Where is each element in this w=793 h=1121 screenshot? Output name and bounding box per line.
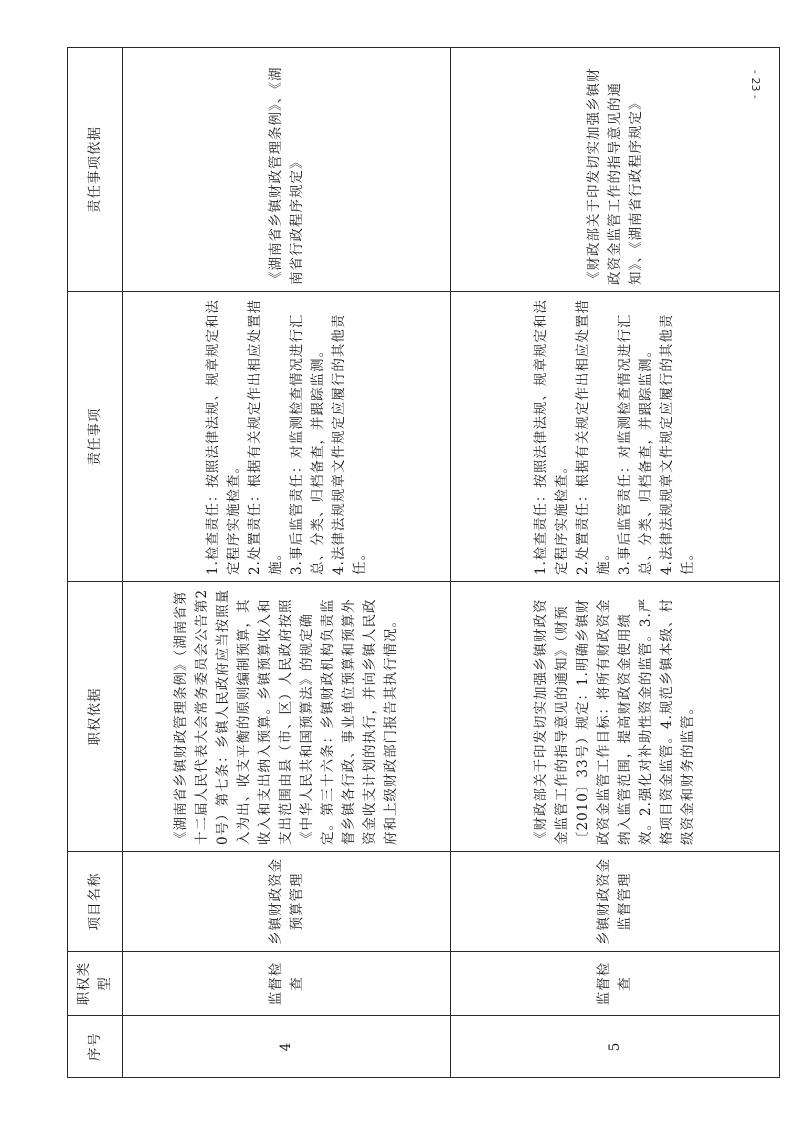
cell-duty: 1.检查责任：按照法律法规、规章规定和法定程序实施检查。 2.处置责任：根据有关规定作出相应处置措施。 3.事后监管责任：对监测检查情况进行汇总、分类、归档备查，并跟踪监测。 4.法律法规规章文件规定应履行的其他责任。 [451,292,780,582]
page-number-text: - 23 - [749,70,762,99]
cell-seq: 4 [123,1016,451,1078]
cell-type: 监督检查 [451,952,780,1016]
cell-basis: 《湖南省乡镇财政管理条例》（湖南省第十二届人民代表大会常务委员会公告第20号）第七条：乡镇人民政府应当按照量入为出、收支平衡的原则编制预算，其收入和支出纳入预算。乡镇预算收入和支出范围由县（市、区）人民政府按照《中华人民共和国预算法》的规定确定。第三十六条：乡镇财政机构负责监督乡镇各行政、事业单位预算和预算外资金收支计划的执行，并向乡镇人民政府和上级财政部门报告其执行情况。 [123,582,451,852]
cell-duty-basis: 《湖南省乡镇财政管理条例》、《湖南省行政程序规定》 [123,48,451,292]
responsibility-table [67,47,780,1078]
header-name: 项目名称 [68,852,123,952]
rotated-table-wrapper [67,48,770,1078]
cell-seq: 5 [451,1016,780,1078]
header-type: 职权类型 [68,952,123,1016]
page-number [748,70,768,110]
header-duty-basis: 责任事项依据 [68,48,123,292]
header-duty: 责任事项 [68,292,123,582]
table-row [451,48,780,1078]
cell-basis: 《财政部关于印发切实加强乡镇财政资金监管工作的指导意见的通知》（财预〔2010〕33号）规定：1.明确乡镇财政资金监管工作目标：将所有财政资金纳入监管范围，提高财政资金使用绩效。2.强化对补助性资金的监管。3.严格项目资金监管。4.规范乡镇本级、村级资金和财务的监管。 [451,582,780,852]
header-row [68,48,123,1078]
cell-name: 乡镇财政资金预算管理 [123,852,451,952]
cell-name: 乡镇财政资金监督管理 [451,852,780,952]
cell-duty-basis: 《财政部关于印发切实加强乡镇财政资金监管工作的指导意见的通知》、《湖南省行政程序规定》 [451,48,780,292]
cell-type: 监督检查 [123,952,451,1016]
table-row [123,48,451,1078]
header-seq: 序号 [68,1016,123,1078]
cell-duty: 1.检查责任：按照法律法规、规章规定和法定程序实施检查。 2.处置责任：根据有关规定作出相应处置措施。 3.事后监管责任：对监测检查情况进行汇总、分类、归档备查，并跟踪监测。 4.法律法规规章文件规定应履行的其他责任。 [123,292,451,582]
header-basis: 职权依据 [68,582,123,852]
